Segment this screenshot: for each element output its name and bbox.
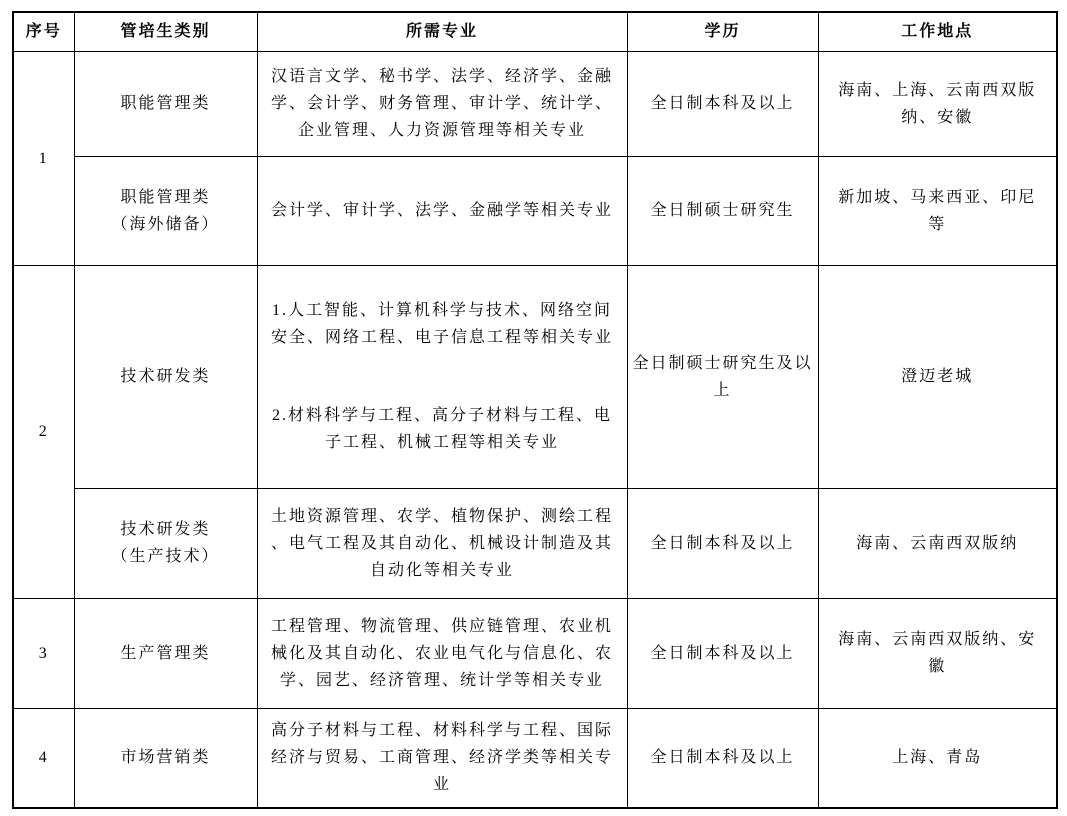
location-cell: 海南、云南西双版纳、安徽 [818, 598, 1057, 708]
category-cell [74, 156, 257, 265]
table-row [13, 708, 1057, 808]
category-cell [74, 488, 257, 598]
category-label: 职能管理类 [120, 95, 211, 112]
category-label: 生产管理类 [120, 644, 211, 662]
education-cell: 全日制本科及以上 [627, 488, 818, 598]
header-cell-location: 工作地点 [818, 12, 1057, 51]
majors-text: 汉语言文学、秘书学、法学、经济学、金融学、会计学、财务管理、审计学、统计学、企业管理、人力资源管理等相关专业 [270, 68, 613, 139]
category-label: 技术研发类 [120, 521, 211, 538]
majors-text-2: 2.材料科学与工程、高分子材料与工程、电子工程、机械工程等相关专业 [271, 407, 612, 451]
majors-text: 会计学、审计学、法学、金融学等相关专业 [270, 202, 613, 219]
majors-text: 高分子材料与工程、材料科学与工程、国际经济与贸易、工商管理、经济学类等相关专业 [270, 722, 613, 794]
category-label: 技术研发类 [120, 368, 211, 385]
header-cell-education: 学历 [627, 12, 818, 51]
row-number-cell: 1 [13, 51, 74, 265]
table-row [13, 488, 1057, 598]
header-cell-no: 序号 [13, 12, 74, 51]
majors-cell [257, 488, 627, 598]
majors-cell [257, 156, 627, 265]
header-row [13, 12, 1057, 51]
category-label: 职能管理类 [120, 188, 211, 206]
majors-text: 土地资源管理、农学、植物保护、测绘工程、电气工程及其自动化、机械设计制造及其自动化等相关专业 [270, 507, 613, 579]
education-cell: 全日制本科及以上 [627, 51, 818, 156]
table-row [13, 265, 1057, 488]
category-label: 市场营销类 [120, 749, 211, 767]
table-row [13, 156, 1057, 265]
category-cell [74, 51, 257, 156]
majors-text: 工程管理、物流管理、供应链管理、农业机械化及其自动化、农业电气化与信息化、农学、园艺、经济管理、统计学等相关专业 [270, 617, 613, 689]
recruitment-table [12, 11, 1058, 809]
location-cell: 海南、云南西双版纳 [818, 488, 1057, 598]
table-row [13, 51, 1057, 156]
location-cell: 海南、上海、云南西双版纳、安徽 [818, 51, 1057, 156]
header-cell-majors: 所需专业 [257, 12, 627, 51]
education-cell: 全日制硕士研究生及以上 [627, 265, 818, 488]
education-cell: 全日制本科及以上 [627, 598, 818, 708]
majors-cell [257, 708, 627, 808]
category-cell [74, 708, 257, 808]
row-number-cell: 3 [13, 598, 74, 708]
location-cell: 上海、青岛 [818, 708, 1057, 808]
majors-cell [257, 265, 627, 488]
location-cell: 澄迈老城 [818, 265, 1057, 488]
category-note: （生产技术） [111, 548, 220, 565]
location-cell: 新加坡、马来西亚、印尼等 [818, 156, 1057, 265]
education-cell: 全日制硕士研究生 [627, 156, 818, 265]
category-cell [74, 265, 257, 488]
header-cell-category: 管培生类别 [74, 12, 257, 51]
row-number-cell: 2 [13, 265, 74, 598]
category-note: （海外储备） [111, 215, 220, 233]
education-cell: 全日制本科及以上 [627, 708, 818, 808]
table-row [13, 598, 1057, 708]
row-number-cell: 4 [13, 708, 74, 808]
majors-text-1: 1.人工智能、计算机科学与技术、网络空间安全、网络工程、电子信息工程等相关专业 [270, 302, 613, 346]
majors-cell [257, 598, 627, 708]
category-cell [74, 598, 257, 708]
majors-cell [257, 51, 627, 156]
